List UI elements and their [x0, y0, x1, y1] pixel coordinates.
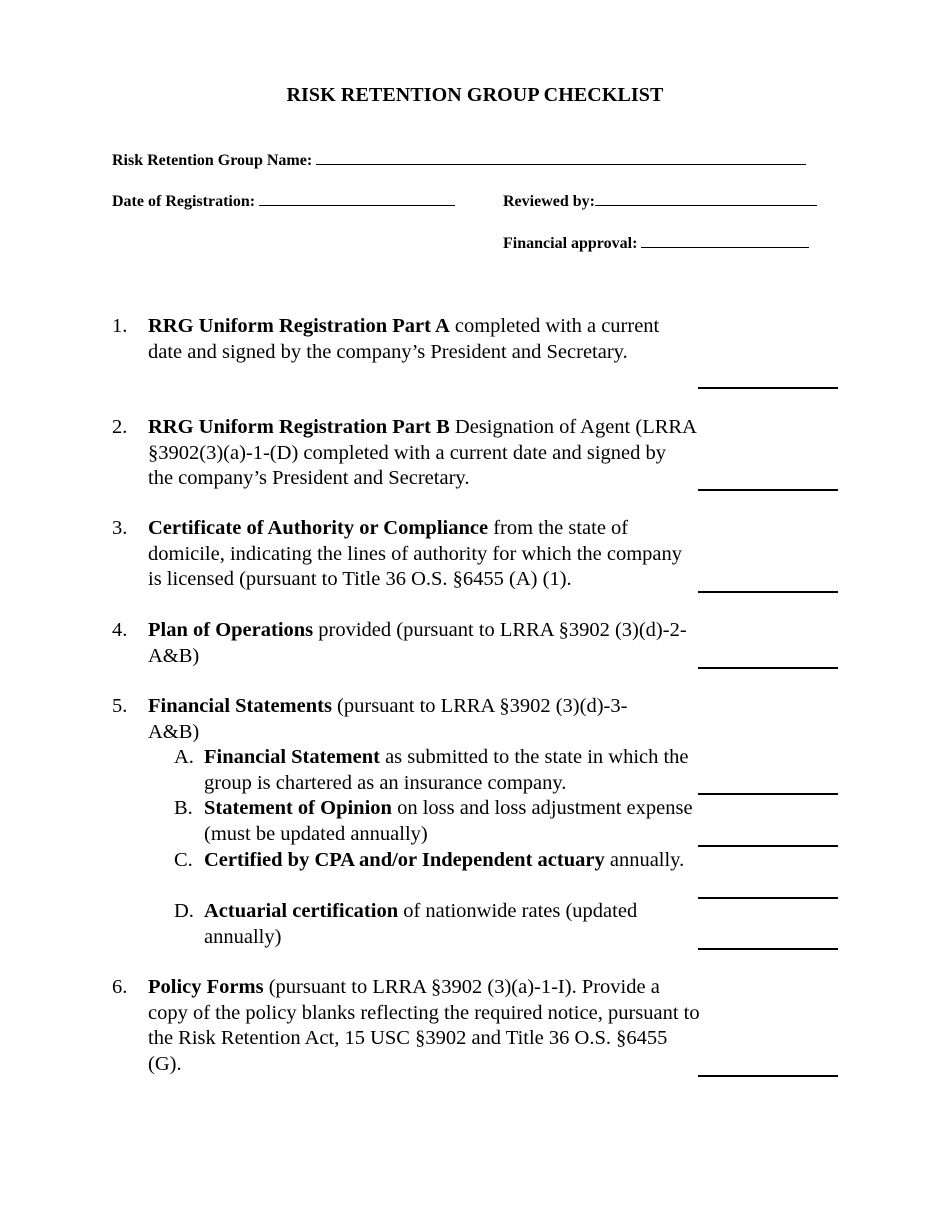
checkoff-line-6[interactable]	[698, 1075, 838, 1077]
item-text: (pursuant to LRRA §3902 (3)(a)-1-I). Provide a copy of the policy blanks reflecting the required notice, pursuant to the Risk Retention Act, 15 USC §3902 and Title 36 O.S. §6455 (G).	[148, 976, 700, 1075]
checkoff-line-3[interactable]	[698, 591, 838, 593]
sub-item-title: Statement of Opinion	[204, 797, 392, 819]
item-number: 6.	[112, 976, 128, 998]
group-name-label: Risk Retention Group Name:	[112, 152, 313, 169]
item-title: Financial Statements	[148, 695, 332, 717]
sub-item-text: of nationwide rates (updated annually)	[204, 900, 638, 948]
checkoff-line-5c[interactable]	[698, 897, 838, 899]
reviewed-by-label: Reviewed by:	[503, 193, 595, 210]
sub-item-letter: B.	[174, 797, 193, 819]
checkoff-line-4[interactable]	[698, 667, 838, 669]
reviewed-by-field	[503, 191, 817, 211]
date-of-registration-field	[112, 191, 455, 211]
item-number: 1.	[112, 315, 128, 337]
checkoff-line-5a[interactable]	[698, 793, 838, 795]
checkoff-line-5b[interactable]	[698, 845, 838, 847]
sub-item-title: Certified by CPA and/or Independent actuary	[204, 849, 605, 871]
item-text: from the state of domicile, indicating the lines of authority for which the company is licensed (pursuant to Title 36 O.S. §6455 (A) (1).	[148, 517, 683, 590]
checkoff-line-1[interactable]	[698, 387, 838, 389]
sub-item-letter: A.	[174, 746, 194, 768]
item-title: RRG Uniform Registration Part B	[148, 416, 450, 438]
financial-approval-field	[503, 233, 809, 253]
sub-item-text: on loss and loss adjustment expense (must be updated annually)	[204, 797, 693, 845]
sub-item-title: Actuarial certification	[204, 900, 399, 922]
page-title: RISK RETENTION GROUP CHECKLIST	[286, 84, 664, 106]
item-text: completed with a current date and signed by the company’s President and Secretary.	[148, 315, 660, 363]
item-text: Designation of Agent (LRRA §3902(3)(a)-1-(D) completed with a current date and signed by the company’s President and Secretary.	[148, 416, 696, 489]
item-title: Policy Forms	[148, 976, 264, 998]
item-number: 4.	[112, 619, 128, 641]
group-name-input-line[interactable]	[316, 150, 806, 165]
item-number: 5.	[112, 695, 128, 717]
financial-approval-input-line[interactable]	[641, 233, 809, 248]
sub-item-letter: C.	[174, 849, 193, 871]
item-number: 3.	[112, 517, 128, 539]
reviewed-by-input-line[interactable]	[595, 191, 817, 206]
sub-item-text: annually.	[604, 849, 685, 871]
date-of-registration-label: Date of Registration:	[112, 193, 256, 210]
item-text: (pursuant to LRRA §3902 (3)(d)-3-A&B)	[148, 695, 628, 743]
item-text: provided (pursuant to LRRA §3902 (3)(d)-2-A&B)	[148, 619, 687, 667]
financial-approval-label: Financial approval:	[503, 235, 638, 252]
item-title: Plan of Operations	[148, 619, 314, 641]
group-name-field	[112, 150, 806, 170]
item-title: Certificate of Authority or Compliance	[148, 517, 489, 539]
sub-item-letter: D.	[174, 900, 194, 922]
checkoff-line-2[interactable]	[698, 489, 838, 491]
sub-item-text: as submitted to the state in which the group is chartered as an insurance company.	[204, 746, 689, 794]
date-of-registration-input-line[interactable]	[259, 191, 455, 206]
item-number: 2.	[112, 416, 128, 438]
checkoff-line-5d[interactable]	[698, 948, 838, 950]
item-title: RRG Uniform Registration Part A	[148, 315, 450, 337]
sub-item-title: Financial Statement	[204, 746, 380, 768]
